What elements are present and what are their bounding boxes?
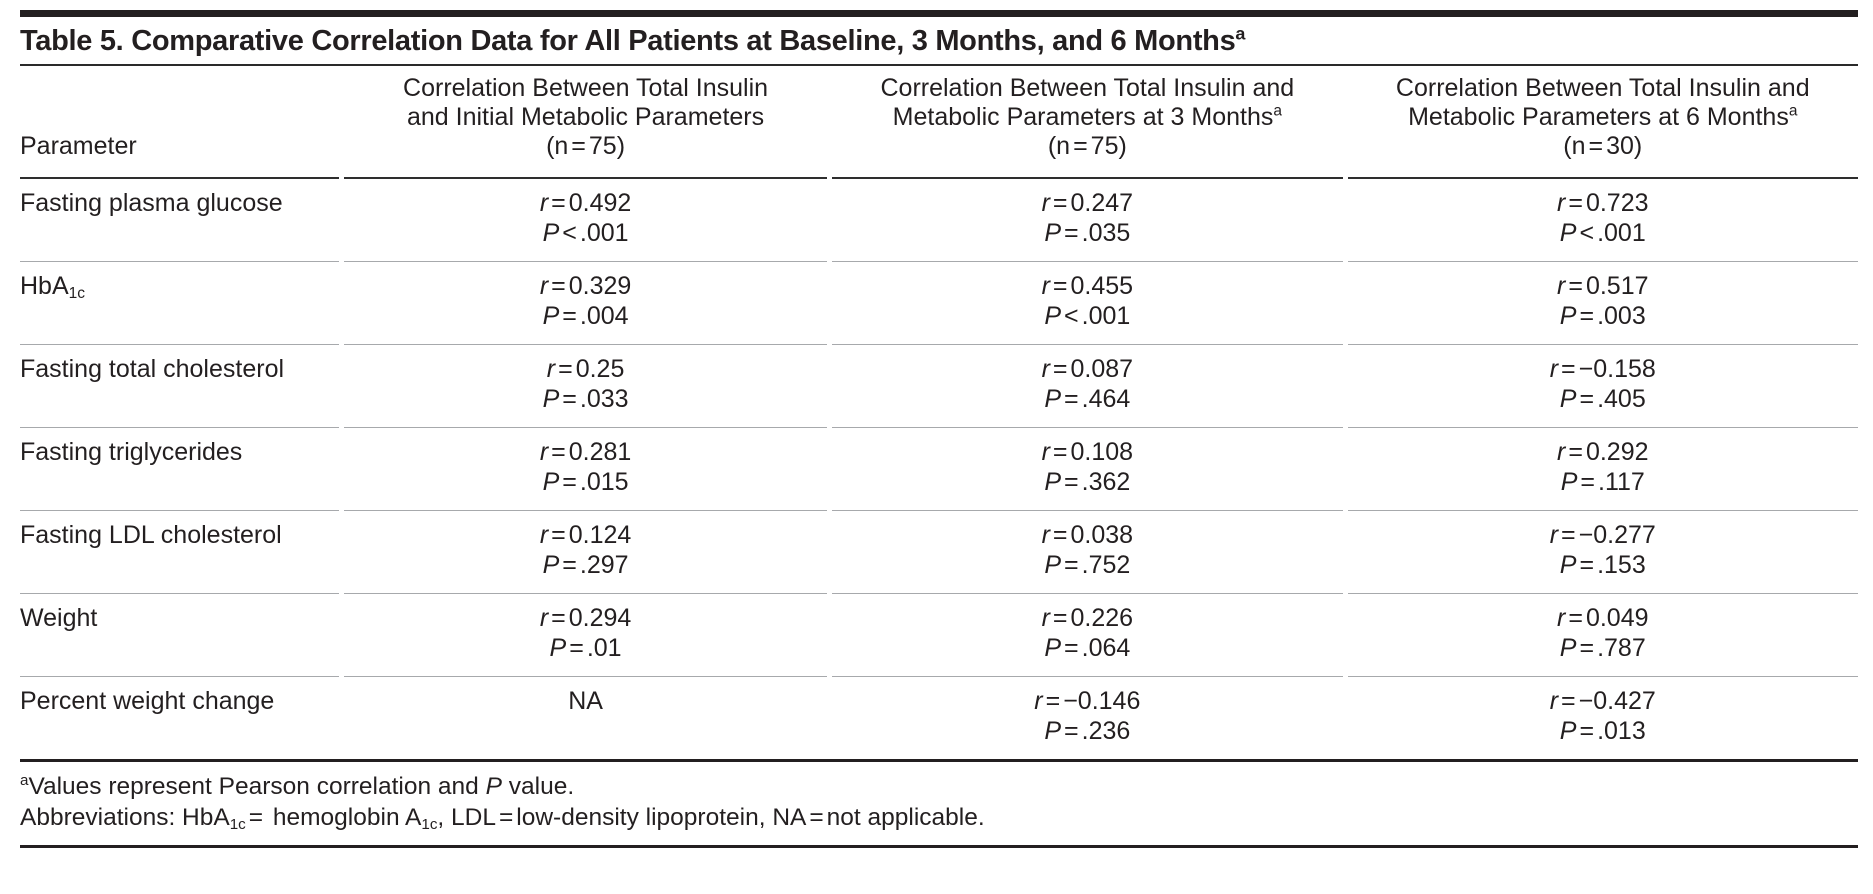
parameter-cell: Fasting triglycerides xyxy=(20,428,339,511)
table-header xyxy=(20,66,1858,179)
parameter-cell: Fasting total cholesterol xyxy=(20,345,339,428)
parameter-cell: Weight xyxy=(20,594,339,677)
stat-line: r = −0.146 xyxy=(1034,687,1141,715)
stat-line: r = 0.292 xyxy=(1557,438,1649,466)
stat-line: P = .752 xyxy=(1044,551,1131,579)
value-cell xyxy=(832,179,1342,262)
stat-line: r = 0.455 xyxy=(1041,272,1134,300)
stat-line: P = .236 xyxy=(1044,717,1131,745)
stat-line: P < .001 xyxy=(542,219,629,247)
value-cell xyxy=(832,594,1342,677)
column-header-parameter xyxy=(20,66,339,179)
stat-line: r = −0.427 xyxy=(1549,687,1656,715)
header-line: (n = 75) xyxy=(546,132,626,160)
header-line: and Initial Metabolic Parameters xyxy=(407,103,765,131)
value-cell xyxy=(344,179,827,262)
stat-line: r = 0.25 xyxy=(546,355,625,383)
top-rule xyxy=(20,10,1858,17)
table-row xyxy=(20,511,1858,594)
value-cell xyxy=(344,511,827,594)
table-footnotes xyxy=(20,759,1858,848)
stat-line: r = 0.294 xyxy=(539,604,632,632)
stat-line: r = 0.226 xyxy=(1041,604,1134,632)
stat-line: r = 0.281 xyxy=(539,438,632,466)
stat-line: r = 0.492 xyxy=(539,189,632,217)
value-cell xyxy=(1348,594,1858,677)
column-header-baseline xyxy=(344,66,827,179)
parameter-cell: Percent weight change xyxy=(20,687,275,715)
table-row xyxy=(20,594,1858,677)
header-line: Correlation Between Total Insulin and xyxy=(1395,74,1810,102)
value-cell xyxy=(1348,428,1858,511)
stat-line: P = .064 xyxy=(1044,634,1131,662)
stat-line: P = .035 xyxy=(1044,219,1131,247)
value-cell xyxy=(1348,345,1858,428)
table-title: Table 5. Comparative Correlation Data for All Patients at Baseline, 3 Months, and 6 Months$^a$ xyxy=(20,17,1858,66)
stat-line: P = .003 xyxy=(1559,302,1646,330)
stat-line: r = 0.049 xyxy=(1557,604,1649,632)
table-page xyxy=(0,10,1873,848)
stat-line: P = .405 xyxy=(1559,385,1646,413)
stat-line: r = 0.087 xyxy=(1041,355,1134,383)
value-cell xyxy=(832,345,1342,428)
header-line: Correlation Between Total Insulin and xyxy=(880,74,1295,102)
header-line: (n = 75) xyxy=(1047,132,1127,160)
stat-line: r = 0.517 xyxy=(1557,272,1649,300)
value-cell xyxy=(344,594,827,677)
value-cell xyxy=(1348,179,1858,262)
stat-line: NA xyxy=(568,687,603,715)
header-line: Metabolic Parameters at 3 Months$^a$ xyxy=(892,102,1282,131)
footnote-line: $^a$Values represent Pearson correlation and P value. xyxy=(20,771,575,800)
header-line: Parameter xyxy=(20,132,137,160)
stat-line: P = .015 xyxy=(542,468,629,496)
stat-line: r = −0.277 xyxy=(1549,521,1656,549)
stat-line: P = .01 xyxy=(549,634,622,662)
table-row xyxy=(20,345,1858,428)
value-cell xyxy=(1348,677,1858,759)
header-line: Metabolic Parameters at 6 Months$^a$ xyxy=(1408,102,1798,131)
table-row xyxy=(20,179,1858,262)
table-body xyxy=(20,179,1858,759)
value-cell xyxy=(832,262,1342,345)
stat-line: P = .362 xyxy=(1044,468,1131,496)
table-row xyxy=(20,428,1858,511)
value-cell xyxy=(344,677,827,759)
stat-line: P = .787 xyxy=(1559,634,1646,662)
stat-line: P = .004 xyxy=(542,302,629,330)
header-line: Correlation Between Total Insulin xyxy=(403,74,769,102)
stat-line: P = .013 xyxy=(1559,717,1646,745)
value-cell xyxy=(344,428,827,511)
stat-line: P = .033 xyxy=(542,385,629,413)
correlation-table xyxy=(15,66,1863,759)
stat-line: r = 0.247 xyxy=(1041,189,1134,217)
column-header-six-months xyxy=(1348,66,1858,179)
value-cell xyxy=(344,262,827,345)
value-cell xyxy=(832,677,1342,759)
header-line: (n = 30) xyxy=(1563,132,1643,160)
parameter-cell: Fasting plasma glucose xyxy=(20,179,339,262)
column-header-three-months xyxy=(832,66,1342,179)
header-row xyxy=(20,66,1858,179)
value-cell xyxy=(344,345,827,428)
table-row xyxy=(20,262,1858,345)
stat-line: r = −0.158 xyxy=(1549,355,1656,383)
stat-line: P = .153 xyxy=(1559,551,1646,579)
parameter-cell: HbA$_{1c}$ xyxy=(20,262,339,345)
stat-line: r = 0.108 xyxy=(1041,438,1134,466)
value-cell xyxy=(1348,262,1858,345)
value-cell xyxy=(832,428,1342,511)
stat-line: P < .001 xyxy=(1559,219,1646,247)
stat-line: P = .464 xyxy=(1044,385,1131,413)
value-cell xyxy=(832,511,1342,594)
table-row xyxy=(20,677,1858,759)
stat-line: r = 0.329 xyxy=(539,272,632,300)
footnote-line: Abbreviations: HbA$_{1c}$ = hemoglobin $A_{1c}$, LDL = low-density lipoprotein, NA = not applicable. xyxy=(20,804,985,833)
stat-line: P < .001 xyxy=(1044,302,1131,330)
stat-line: r = 0.038 xyxy=(1041,521,1134,549)
stat-line: P = .297 xyxy=(542,551,629,579)
parameter-cell: Fasting LDL cholesterol xyxy=(20,511,339,594)
stat-line: r = 0.124 xyxy=(539,521,632,549)
stat-line: r = 0.723 xyxy=(1557,189,1649,217)
value-cell xyxy=(1348,511,1858,594)
stat-line: P = .117 xyxy=(1560,468,1645,496)
